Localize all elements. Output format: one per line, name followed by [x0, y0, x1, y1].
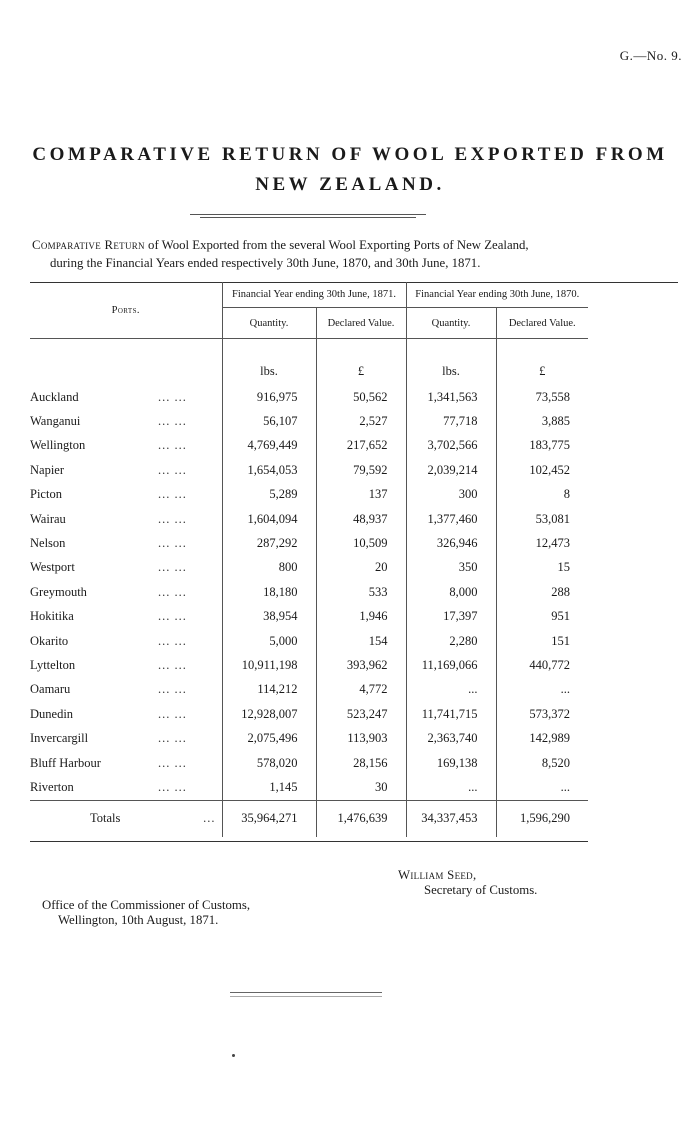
- value-1870-cell: 12,473: [496, 531, 588, 555]
- table-row: [30, 678, 678, 702]
- quantity-1870-cell: 2,363,740: [406, 726, 496, 750]
- leader-dots: ... ...: [158, 779, 187, 794]
- value-1870-cell: 3,885: [496, 409, 588, 433]
- value-1870-cell: 151: [496, 629, 588, 653]
- value-1870-cell: 8: [496, 483, 588, 507]
- table-row: [30, 556, 678, 580]
- table-row: [30, 580, 678, 604]
- page-title-line-2: NEW ZEALAND.: [255, 174, 445, 195]
- quantity-1870-cell: ...: [406, 678, 496, 702]
- port-name: Okarito: [30, 633, 69, 648]
- quantity-1871-cell: 1,604,094: [222, 507, 316, 531]
- port-name: Dunedin: [30, 706, 74, 721]
- quantity-1871-cell: 5,289: [222, 483, 316, 507]
- quantity-1871-cell: 287,292: [222, 531, 316, 555]
- value-1870-cell: 142,989: [496, 726, 588, 750]
- signatory-title: Secretary of Customs.: [424, 883, 538, 897]
- value-1870-cell: 73,558: [496, 385, 588, 409]
- quantity-1871-cell: 38,954: [222, 605, 316, 629]
- leader-dots: ... ...: [158, 706, 187, 721]
- table-row: [30, 605, 678, 629]
- value-1871-cell: 20: [316, 556, 406, 580]
- value-1870-cell: 53,081: [496, 507, 588, 531]
- quantity-1871-cell: 800: [222, 556, 316, 580]
- port-name: Wellington: [30, 438, 86, 453]
- period-1871-header: Financial Year ending 30th June, 1871.: [222, 283, 406, 308]
- caption-line-1: of Wool Exported from the several Wool Exporting Ports of New Zealand,: [144, 238, 529, 252]
- quantity-1871-cell: 114,212: [222, 678, 316, 702]
- leader-dots: ... ...: [158, 414, 187, 429]
- value-1870-cell: ...: [496, 678, 588, 702]
- totals-row: [30, 800, 678, 837]
- office-line-2: Wellington, 10th August, 1871.: [58, 913, 219, 927]
- table-row: [30, 458, 678, 482]
- document-reference: G.—No. 9.: [619, 48, 682, 63]
- quantity-1870-cell: 326,946: [406, 531, 496, 555]
- quantity-1870-cell: 350: [406, 556, 496, 580]
- leader-dots: ... ...: [158, 462, 187, 477]
- value-1870-cell: 440,772: [496, 653, 588, 677]
- value-1870-cell: 951: [496, 605, 588, 629]
- wool-export-table: [30, 282, 678, 842]
- table-row: [30, 629, 678, 653]
- caption-lead: Comparative Return: [32, 238, 145, 252]
- value-1870-cell: 8,520: [496, 751, 588, 775]
- quantity-1870-cell: 1,377,460: [406, 507, 496, 531]
- quantity-1871-cell: 4,769,449: [222, 434, 316, 458]
- leader-dots: ... ...: [158, 511, 187, 526]
- quantity-1870-cell: 2,280: [406, 629, 496, 653]
- quantity-1871-header: Quantity.: [222, 308, 316, 339]
- period-1870-header: Financial Year ending 30th June, 1870.: [406, 283, 588, 308]
- leader-dots: ... ...: [158, 438, 187, 453]
- table-caption: [32, 236, 672, 272]
- port-name: Bluff Harbour: [30, 755, 101, 770]
- value-1870-header: Declared Value.: [496, 308, 588, 339]
- caption-line-2: during the Financial Years ended respectively 30th June, 1870, and 30th June, 1871.: [50, 256, 481, 270]
- leader-dots: ... ...: [158, 633, 187, 648]
- quantity-1871-cell: 916,975: [222, 385, 316, 409]
- end-divider: [230, 992, 382, 993]
- value-1871-cell: 4,772: [316, 678, 406, 702]
- quantity-1871-cell: 10,911,198: [222, 653, 316, 677]
- office-block: [42, 898, 250, 928]
- end-divider-second: [230, 996, 382, 997]
- port-name: Picton: [30, 487, 62, 502]
- table-row: [30, 726, 678, 750]
- value-1870-cell: 573,372: [496, 702, 588, 726]
- value-1870-cell: 183,775: [496, 434, 588, 458]
- page-title-line-1: COMPARATIVE RETURN OF WOOL EXPORTED FROM: [32, 144, 668, 165]
- quantity-1870-cell: 3,702,566: [406, 434, 496, 458]
- totals-quantity-1870: 34,337,453: [406, 800, 496, 837]
- unit-value-1870: £: [496, 339, 588, 386]
- value-1871-cell: 2,527: [316, 409, 406, 433]
- unit-quantity-1870: lbs.: [406, 339, 496, 386]
- value-1871-cell: 10,509: [316, 531, 406, 555]
- quantity-1871-cell: 1,145: [222, 775, 316, 800]
- table-row: [30, 775, 678, 800]
- value-1871-header: Declared Value.: [316, 308, 406, 339]
- quantity-1870-header: Quantity.: [406, 308, 496, 339]
- table-row: [30, 702, 678, 726]
- value-1871-cell: 28,156: [316, 751, 406, 775]
- title-divider-short: [200, 217, 416, 218]
- quantity-1870-cell: 17,397: [406, 605, 496, 629]
- value-1871-cell: 137: [316, 483, 406, 507]
- table-row: [30, 507, 678, 531]
- value-1870-cell: ...: [496, 775, 588, 800]
- quantity-1871-cell: 2,075,496: [222, 726, 316, 750]
- leader-dots: ... ...: [158, 755, 187, 770]
- leader-dots: ... ...: [158, 609, 187, 624]
- leader-dots: ... ...: [158, 657, 187, 672]
- signature-block: [398, 868, 537, 898]
- port-name: Oamaru: [30, 682, 71, 697]
- port-name: Lyttelton: [30, 657, 76, 672]
- port-name: Wanganui: [30, 414, 81, 429]
- page-title: [0, 140, 700, 200]
- value-1871-cell: 533: [316, 580, 406, 604]
- table-row: [30, 531, 678, 555]
- port-name: Riverton: [30, 779, 74, 794]
- leader-dots: ... ...: [158, 560, 187, 575]
- value-1871-cell: 79,592: [316, 458, 406, 482]
- totals-value-1871: 1,476,639: [316, 800, 406, 837]
- quantity-1871-cell: 12,928,007: [222, 702, 316, 726]
- title-divider: [190, 214, 426, 215]
- quantity-1870-cell: 1,341,563: [406, 385, 496, 409]
- table-row: [30, 483, 678, 507]
- totals-value-1870: 1,596,290: [496, 800, 588, 837]
- value-1871-cell: 50,562: [316, 385, 406, 409]
- totals-quantity-1871: 35,964,271: [222, 800, 316, 837]
- quantity-1870-cell: 77,718: [406, 409, 496, 433]
- port-name: Greymouth: [30, 584, 87, 599]
- value-1871-cell: 48,937: [316, 507, 406, 531]
- port-name: Auckland: [30, 389, 79, 404]
- value-1870-cell: 15: [496, 556, 588, 580]
- quantity-1870-cell: 11,169,066: [406, 653, 496, 677]
- table-row: [30, 653, 678, 677]
- value-1871-cell: 113,903: [316, 726, 406, 750]
- leader-dots: ... ...: [158, 731, 187, 746]
- print-speck: [232, 1054, 235, 1057]
- value-1871-cell: 154: [316, 629, 406, 653]
- port-name: Westport: [30, 560, 75, 575]
- value-1871-cell: 393,962: [316, 653, 406, 677]
- quantity-1870-cell: 8,000: [406, 580, 496, 604]
- value-1870-cell: 102,452: [496, 458, 588, 482]
- quantity-1871-cell: 1,654,053: [222, 458, 316, 482]
- ports-header: Ports.: [30, 283, 222, 339]
- quantity-1871-cell: 578,020: [222, 751, 316, 775]
- port-name: Nelson: [30, 536, 66, 551]
- totals-label: Totals: [30, 800, 150, 837]
- value-1870-cell: 288: [496, 580, 588, 604]
- port-name: Hokitika: [30, 609, 74, 624]
- quantity-1870-cell: 11,741,715: [406, 702, 496, 726]
- value-1871-cell: 523,247: [316, 702, 406, 726]
- unit-value-1871: £: [316, 339, 406, 386]
- port-name: Wairau: [30, 511, 66, 526]
- leader-dots: ... ...: [158, 584, 187, 599]
- quantity-1870-cell: 2,039,214: [406, 458, 496, 482]
- quantity-1870-cell: 169,138: [406, 751, 496, 775]
- value-1871-cell: 30: [316, 775, 406, 800]
- quantity-1870-cell: 300: [406, 483, 496, 507]
- quantity-1870-cell: ...: [406, 775, 496, 800]
- port-name: Invercargill: [30, 731, 89, 746]
- signatory-name: William Seed,: [398, 868, 477, 882]
- table-row: [30, 751, 678, 775]
- totals-dots: ...: [150, 800, 222, 837]
- table-row: [30, 434, 678, 458]
- leader-dots: ... ...: [158, 536, 187, 551]
- quantity-1871-cell: 18,180: [222, 580, 316, 604]
- leader-dots: ... ...: [158, 389, 187, 404]
- unit-quantity-1871: lbs.: [222, 339, 316, 386]
- table-row: [30, 409, 678, 433]
- quantity-1871-cell: 5,000: [222, 629, 316, 653]
- leader-dots: ... ...: [158, 487, 187, 502]
- value-1871-cell: 217,652: [316, 434, 406, 458]
- port-name: Napier: [30, 462, 65, 477]
- table-row: [30, 385, 678, 409]
- leader-dots: ... ...: [158, 682, 187, 697]
- quantity-1871-cell: 56,107: [222, 409, 316, 433]
- office-line-1: Office of the Commissioner of Customs,: [42, 898, 251, 912]
- value-1871-cell: 1,946: [316, 605, 406, 629]
